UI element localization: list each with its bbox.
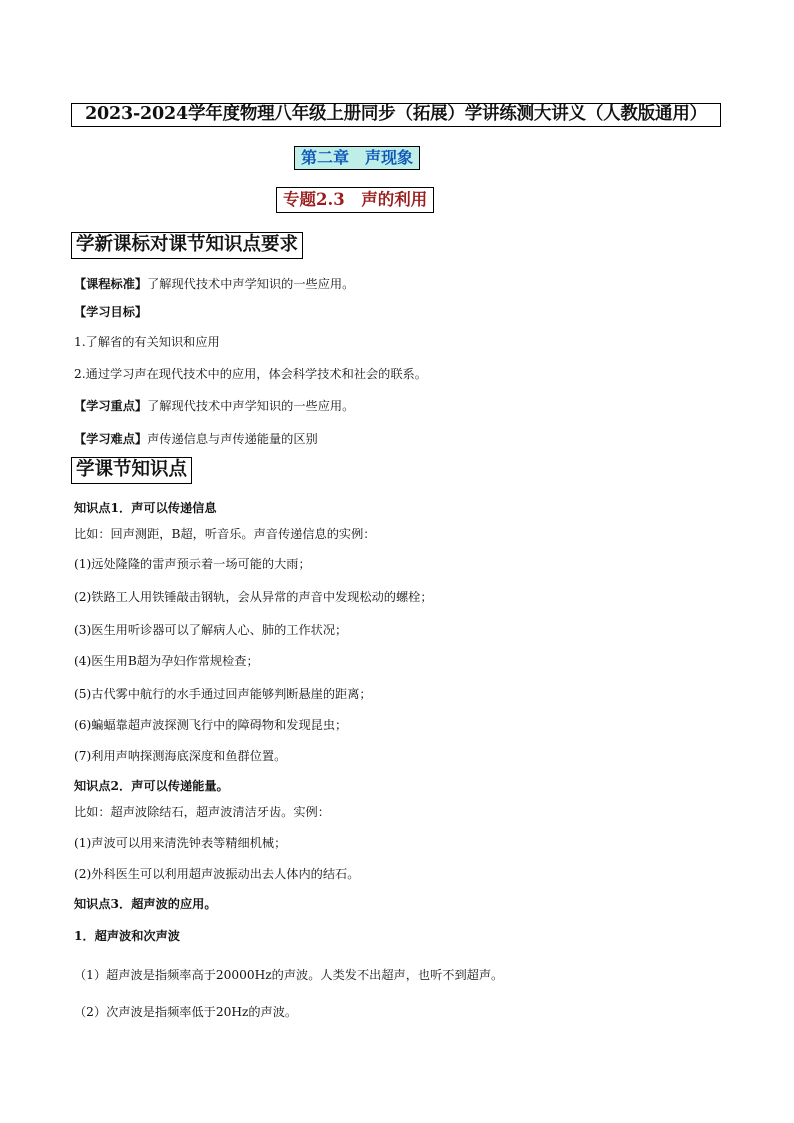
knowledge-point-2-intro: 比如：超声波除结石，超声波清洁牙齿。实例： bbox=[74, 805, 330, 819]
list-item: (4)医生用B超为孕妇作常规检查； bbox=[74, 654, 259, 668]
key-point-text: 了解现代技术中声学知识的一些应用。 bbox=[147, 399, 355, 413]
course-standard-line bbox=[74, 276, 354, 292]
course-standard-text: 了解现代技术中声学知识的一些应用。 bbox=[147, 277, 355, 291]
list-item: (1)声波可以用来清洗钟表等精细机械； bbox=[74, 836, 287, 850]
knowledge-point-3-subtitle: 1．超声波和次声波 bbox=[74, 929, 180, 943]
learning-goal-1: 1.了解省的有关知识和应用 bbox=[74, 335, 220, 349]
difficulty-line bbox=[74, 431, 318, 447]
section-heading-requirements: 学新课标对课节知识点要求 bbox=[71, 232, 303, 259]
learning-goals-label: 【学习目标】 bbox=[74, 305, 148, 319]
list-item: (7)利用声呐探测海底深度和鱼群位置。 bbox=[74, 749, 287, 763]
knowledge-point-3-title: 知识点3．超声波的应用。 bbox=[74, 897, 217, 911]
key-point-line bbox=[74, 398, 354, 414]
list-item: (1)远处隆隆的雷声预示着一场可能的大雨； bbox=[74, 557, 311, 571]
learning-goal-2: 2.通过学习声在现代技术中的应用，体会科学技术和社会的联系。 bbox=[74, 367, 427, 381]
difficulty-text: 声传递信息与声传递能量的区别 bbox=[147, 432, 318, 446]
section-heading-knowledge: 学课节知识点 bbox=[71, 457, 192, 484]
knowledge-point-2-title: 知识点2．声可以传递能量。 bbox=[74, 779, 229, 793]
list-item: (5)古代雾中航行的水手通过回声能够判断悬崖的距离； bbox=[74, 687, 372, 701]
list-item: （1）超声波是指频率高于20000Hz的声波。人类发不出超声，也听不到超声。 bbox=[74, 968, 504, 982]
list-item: (2)外科医生可以利用超声波振动出去人体内的结石。 bbox=[74, 867, 360, 881]
list-item: (6)蝙蝠靠超声波探测飞行中的障碍物和发现昆虫； bbox=[74, 718, 348, 732]
knowledge-point-1-title: 知识点1．声可以传递信息 bbox=[74, 501, 217, 515]
chapter-heading: 第二章 声现象 bbox=[294, 146, 420, 170]
list-item: (2)铁路工人用铁锤敲击钢轨，会从异常的声音中发现松动的螺栓； bbox=[74, 590, 433, 604]
document-title: 2023-2024学年度物理八年级上册同步（拓展）学讲练测大讲义（人教版通用） bbox=[71, 103, 721, 127]
topic-heading: 专题2.3 声的利用 bbox=[276, 187, 434, 213]
list-item: (3)医生用听诊器可以了解病人心、肺的工作状况； bbox=[74, 623, 348, 637]
key-point-label: 【学习重点】 bbox=[74, 399, 148, 413]
list-item: （2）次声波是指频率低于20Hz的声波。 bbox=[74, 1005, 298, 1019]
difficulty-label: 【学习难点】 bbox=[74, 432, 148, 446]
knowledge-point-1-intro: 比如：回声测距，B超，听音乐。声音传递信息的实例： bbox=[74, 527, 376, 541]
course-standard-label: 【课程标准】 bbox=[74, 277, 148, 291]
